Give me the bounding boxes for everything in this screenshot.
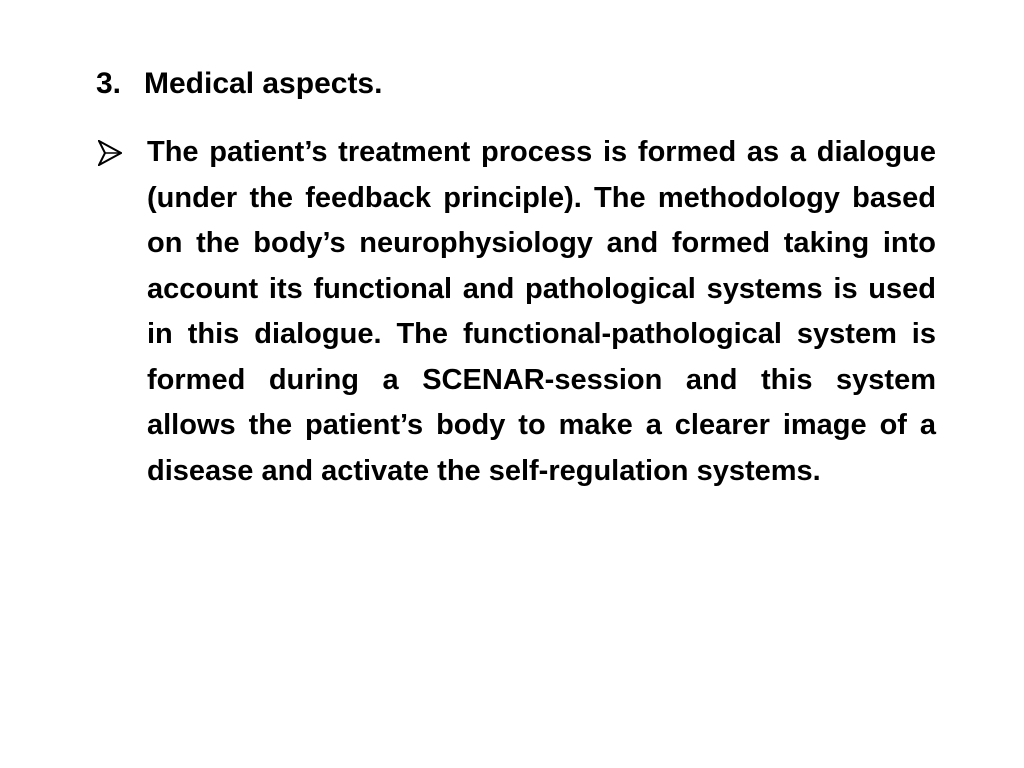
heading-title: Medical aspects. [144, 67, 383, 100]
heading-number: 3. [96, 67, 122, 100]
arrowhead-bullet-icon [98, 140, 122, 166]
slide-heading [96, 64, 382, 104]
bullet-text: The patient’s treatment process is formed as a dialogue (under the feedback principle). The methodology based on the body’s neurophysiology and formed taking into account its functional and pathological systems is used in this dialogue. The functional-pathological system is formed during a SCENAR-session and this system allows the patient’s body to make a clearer image of a disease and activate the self-regulation systems. [147, 136, 936, 487]
